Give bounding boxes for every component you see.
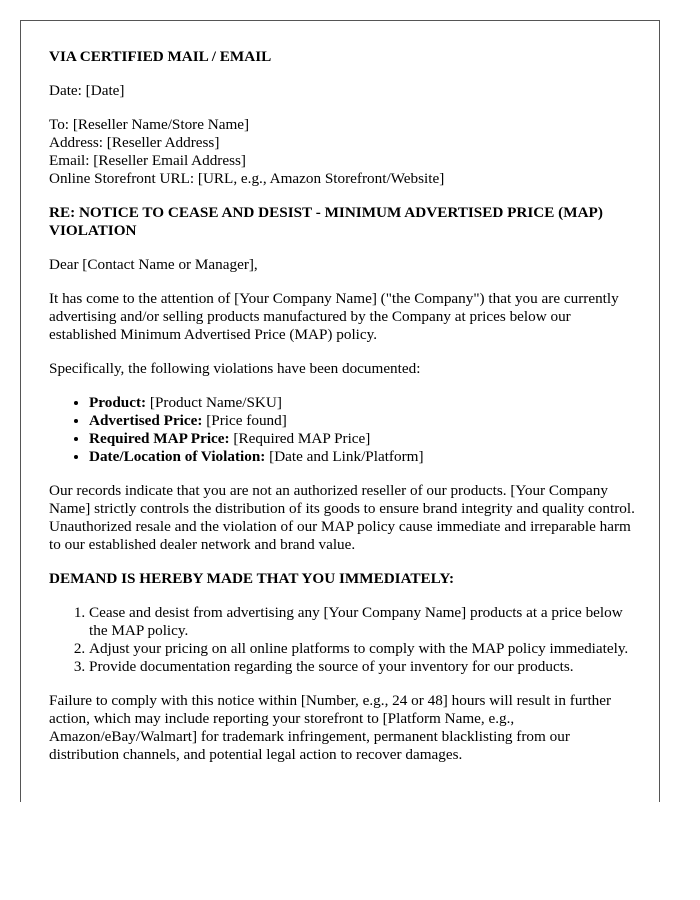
violation-label: Product: <box>89 394 147 411</box>
demands-list <box>49 604 639 676</box>
salutation: Dear [Contact Name or Manager], <box>49 256 258 273</box>
demand-item: 1. Cease and desist from advertising any [Your Company Name] products at a price below the MAP policy. <box>89 604 639 640</box>
failure-paragraph: Failure to comply with this notice within [Number, e.g., 24 or 48] hours will result in further action, which may include reporting your storefront to [Platform Name, e.g., Amazon/eBay/Walmart] for trademark infringement, permanent blacklisting from our distribution channels, and potential legal action to recover damages. <box>49 692 612 763</box>
violations-list <box>49 394 639 466</box>
violations-intro: Specifically, the following violations have been documented: <box>49 360 421 377</box>
recipient-email: Email: [Reseller Email Address] <box>49 152 246 169</box>
violation-item <box>89 448 639 466</box>
violation-label: Required MAP Price: <box>89 430 230 447</box>
violation-item <box>89 412 639 430</box>
subject-line: RE: NOTICE TO CEASE AND DESIST - MINIMUM ADVERTISED PRICE (MAP) VIOLATION <box>49 204 603 239</box>
intro-paragraph: It has come to the attention of [Your Company Name] ("the Company") that you are currently advertising and/or selling products manufactured by the Company at prices below our established Minimum Advertised Price (MAP) policy. <box>49 290 619 343</box>
letter-page <box>20 20 660 802</box>
violation-value: [Price found] <box>202 412 287 429</box>
recipient-block <box>49 116 639 188</box>
violation-value: [Product Name/SKU] <box>146 394 282 411</box>
recipient-address: Address: [Reseller Address] <box>49 134 220 151</box>
violation-label: Advertised Price: <box>89 412 203 429</box>
demand-item: 3. Provide documentation regarding the source of your inventory for our products. <box>89 658 639 676</box>
recipient-to: To: [Reseller Name/Store Name] <box>49 116 250 133</box>
letter-body <box>49 48 639 780</box>
violation-label: Date/Location of Violation: <box>89 448 266 465</box>
violation-value: [Date and Link/Platform] <box>265 448 424 465</box>
delivery-method: VIA CERTIFIED MAIL / EMAIL <box>49 48 272 65</box>
records-paragraph: Our records indicate that you are not an authorized reseller of our products. [Your Company Name] strictly controls the distribution of its goods to ensure brand integrity and quality control. Unauthorized resale and the violation of our MAP policy cause immediate and irreparable harm to our established dealer network and brand value. <box>49 482 635 553</box>
violation-item <box>89 430 639 448</box>
demand-heading: DEMAND IS HEREBY MADE THAT YOU IMMEDIATELY: <box>49 570 455 587</box>
date-line: Date: [Date] <box>49 82 125 99</box>
recipient-storefront: Online Storefront URL: [URL, e.g., Amazon Storefront/Website] <box>49 170 445 187</box>
violation-value: [Required MAP Price] <box>229 430 371 447</box>
violation-item <box>89 394 639 412</box>
demand-item: 2. Adjust your pricing on all online platforms to comply with the MAP policy immediately. <box>89 640 639 658</box>
